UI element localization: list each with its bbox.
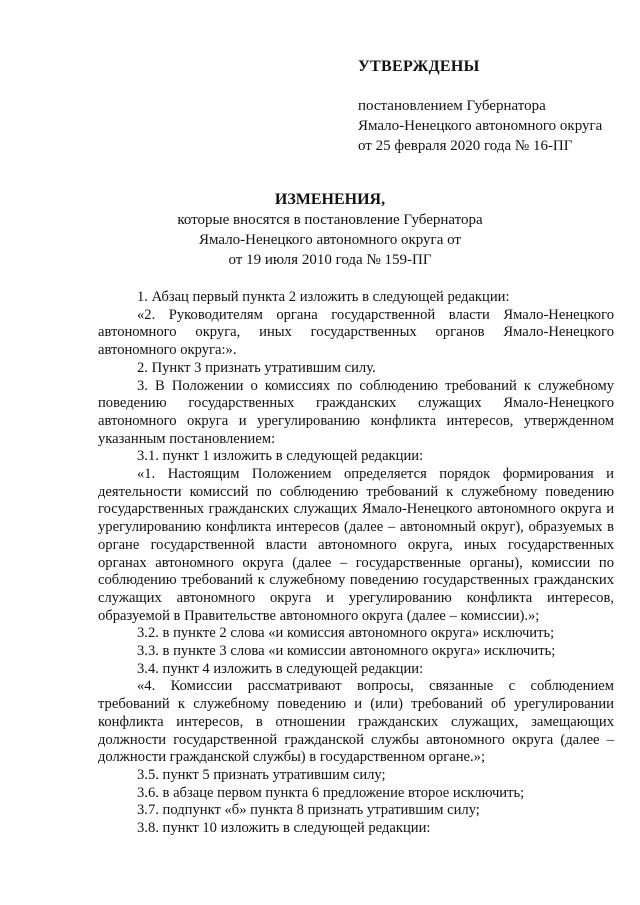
approval-line: от 25 февраля 2020 года № 16-ПГ (358, 138, 573, 154)
paragraph: «4. Комиссии рассматривают вопросы, связанные с соблюдением требований к служебному поведению и (или) требований об урегулировании конфликта интересов, в отношении гражданских служащих, замещающих должности государственной гражданской службы автономного округа (далее – должности гражданской службы) в государственном органе.»; (98, 678, 614, 766)
heading-line: от 19 июля 2010 года № 159-ПГ (228, 252, 432, 268)
paragraph: 2. Пункт 3 признать утратившим силу. (137, 359, 376, 376)
document-body (98, 289, 614, 838)
paragraph: 3.6. в абзаце первом пункта 6 предложение второе исключить; (137, 784, 525, 801)
approval-block (358, 58, 602, 156)
paragraph: 3. В Положении о комиссиях по соблюдению требований к служебному поведению государственных гражданских служащих Ямало-Ненецкого автономного округа и урегулированию конфликта интересов, утвержденном указанным постановлением: (98, 377, 614, 447)
paragraph: 3.2. в пункте 2 слова «и комиссия автономного округа» исключить; (137, 625, 555, 642)
paragraph: 3.8. пункт 10 изложить в следующей редакции: (137, 820, 431, 837)
paragraph: 3.3. в пункте 3 слова «и комиссии автономного округа» исключить; (137, 643, 556, 660)
approval-line: постановлением Губернатора (358, 98, 546, 114)
approval-line: Ямало-Ненецкого автономного округа (358, 118, 603, 134)
paragraph: «1. Настоящим Положением определяется порядок формирования и деятельности комиссий по соблюдению требований к служебному поведению государственных гражданских служащих Ямало-Ненецкого автономного округа и урегулированию конфликта интересов (далее – автономный округ), образуемых в органе государственной власти автономного округа, иных государственных органах автономного округа (далее – государственные органы), комиссии по соблюдению требований к служебному поведению государственных гражданских служащих автономного округа и урегулированию конфликта интересов, образуемой в Правительстве автономного округа (далее – комиссии).»; (98, 466, 614, 624)
heading-line: Ямало-Ненецкого автономного округа от (199, 232, 461, 248)
paragraph: 3.4. пункт 4 изложить в следующей редакции: (137, 660, 424, 677)
paragraph: 3.5. пункт 5 признать утратившим силу; (137, 766, 386, 783)
approval-title: УТВЕРЖДЕНЫ (358, 58, 480, 75)
paragraph: 3.1. пункт 1 изложить в следующей редакции: (137, 448, 424, 465)
paragraph: 1. Абзац первый пункта 2 изложить в следующей редакции: (137, 289, 510, 305)
paragraph: «2. Руководителям органа государственной власти Ямало-Ненецкого автономного округа, иных государственных органов Ямало-Ненецкого автономного округа:». (98, 306, 614, 359)
document-heading (70, 190, 590, 270)
paragraph: 3.7. подпункт «б» пункта 8 признать утратившим силу; (137, 802, 480, 819)
heading-title: ИЗМЕНЕНИЯ, (274, 191, 386, 208)
heading-line: которые вносятся в постановление Губернатора (177, 212, 483, 228)
